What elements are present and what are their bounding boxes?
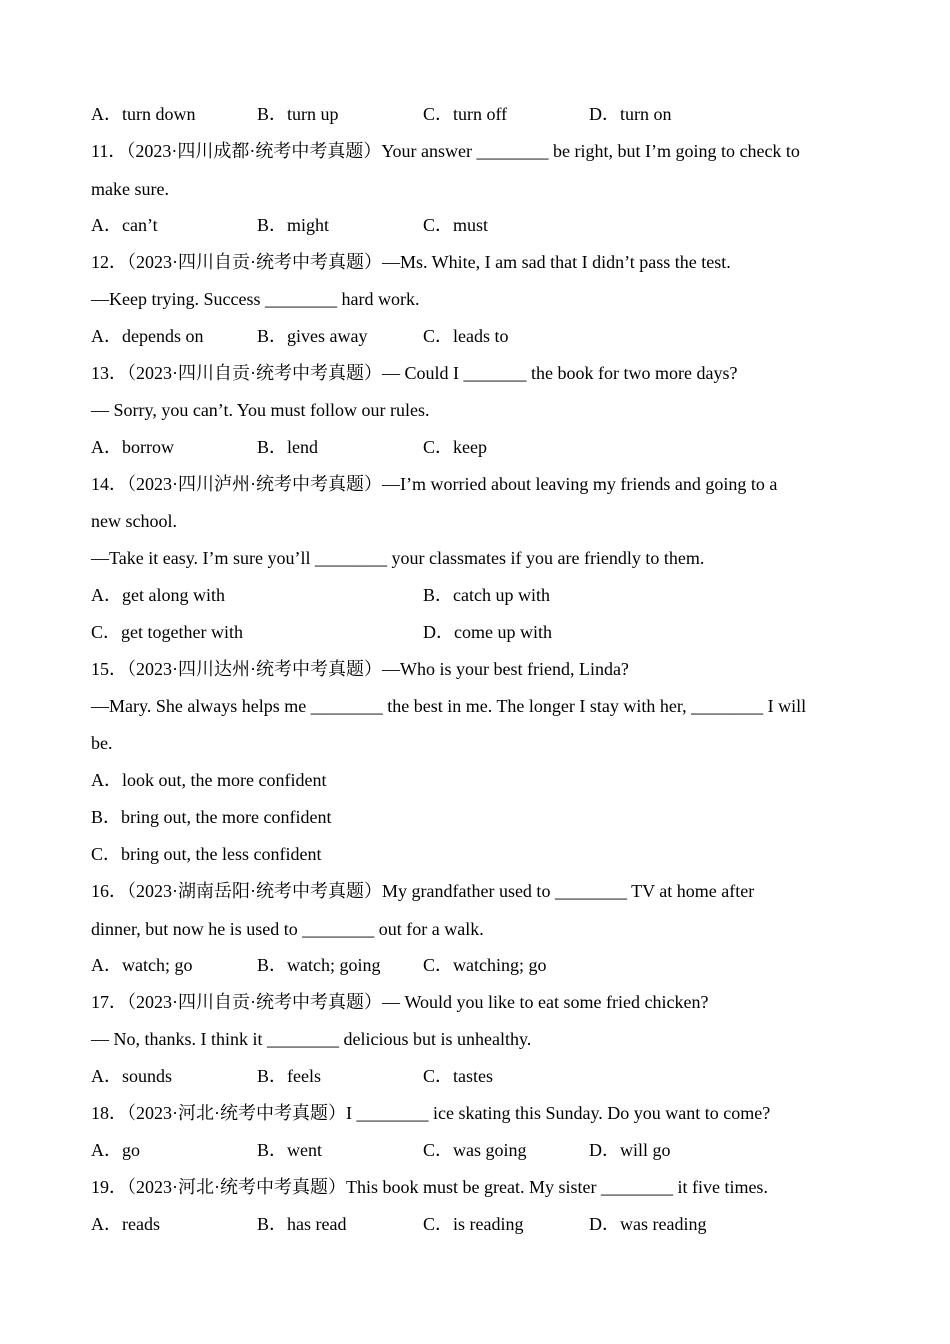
q18-option-a: A．go [91,1140,140,1160]
q10-option-b: B．turn up [257,104,339,124]
q10-option-c: C．turn off [423,104,508,124]
q11-option-b: B．might [257,215,330,235]
q13-option-b: B．lend [257,437,318,457]
q12-option-c: C．leads to [423,326,509,346]
q11-stem-line2: make sure. [91,179,169,199]
q17-option-a: A．sounds [91,1066,173,1086]
q13-stem-line1: 13．（2023·四川自贡·统考中考真题）— Could I _______ the book for two more days? [91,363,738,383]
q13-option-a: A．borrow [91,437,174,457]
q17-stem-line1: 17．（2023·四川自贡·统考中考真题）— Would you like to eat some fried chicken? [91,992,709,1012]
q17-option-c: C．tastes [423,1066,493,1086]
q14-stem-line2: new school. [91,511,177,531]
q12-stem-line2: —Keep trying. Success ________ hard work. [91,289,420,309]
q14-option-c: C．get together with [91,622,243,642]
q12-stem-line1: 12．（2023·四川自贡·统考中考真题）—Ms. White, I am sad that I didn’t pass the test. [91,252,731,272]
q14-stem-line3: —Take it easy. I’m sure you’ll ________ your classmates if you are friendly to them. [91,548,705,568]
q17-stem-line2: — No, thanks. I think it ________ delicious but is unhealthy. [91,1029,532,1049]
q15-option-a: A．look out, the more confident [91,770,327,790]
q19-option-c: C．is reading [423,1214,524,1234]
q12-option-b: B．gives away [257,326,368,346]
q16-stem-line1: 16．（2023·湖南岳阳·统考中考真题）My grandfather used to ________ TV at home after [91,881,755,901]
q18-option-c: C．was going [423,1140,527,1160]
q19-option-b: B．has read [257,1214,347,1234]
q16-option-a: A．watch; go [91,955,193,975]
q14-stem-line1: 14．（2023·四川泸州·统考中考真题）—I’m worried about leaving my friends and going to a [91,474,778,494]
q18-stem-line1: 18．（2023·河北·统考中考真题）I ________ ice skating this Sunday. Do you want to come? [91,1103,771,1123]
q14-option-b: B．catch up with [423,585,550,605]
q11-option-c: C．must [423,215,489,235]
q15-stem-line3: be. [91,733,113,753]
q16-option-b: B．watch; going [257,955,381,975]
q19-stem-line1: 19．（2023·河北·统考中考真题）This book must be great. My sister ________ it five times. [91,1177,768,1197]
q10-option-a: A．turn down [91,104,196,124]
q11-option-a: A．can’t [91,215,158,235]
q19-option-a: A．reads [91,1214,160,1234]
q18-option-b: B．went [257,1140,322,1160]
q15-option-c: C．bring out, the less confident [91,844,322,864]
q16-option-c: C．watching; go [423,955,547,975]
q13-option-c: C．keep [423,437,487,457]
q15-stem-line2: —Mary. She always helps me ________ the best in me. The longer I stay with her, ________ I will [91,696,807,716]
q17-option-b: B．feels [257,1066,321,1086]
q15-stem-line1: 15．（2023·四川达州·统考中考真题）—Who is your best friend, Linda? [91,659,629,679]
q16-stem-line2: dinner, but now he is used to ________ out for a walk. [91,919,484,939]
q10-option-d: D．turn on [589,104,672,124]
q13-stem-line2: — Sorry, you can’t. You must follow our rules. [91,400,430,420]
q11-stem-line1: 11．（2023·四川成都·统考中考真题）Your answer ________ be right, but I’m going to check to [91,141,800,161]
q14-option-d: D．come up with [423,622,552,642]
q12-option-a: A．depends on [91,326,204,346]
q14-option-a: A．get along with [91,585,225,605]
q19-option-d: D．was reading [589,1214,707,1234]
q18-option-d: D．will go [589,1140,671,1160]
q15-option-b: B．bring out, the more confident [91,807,332,827]
